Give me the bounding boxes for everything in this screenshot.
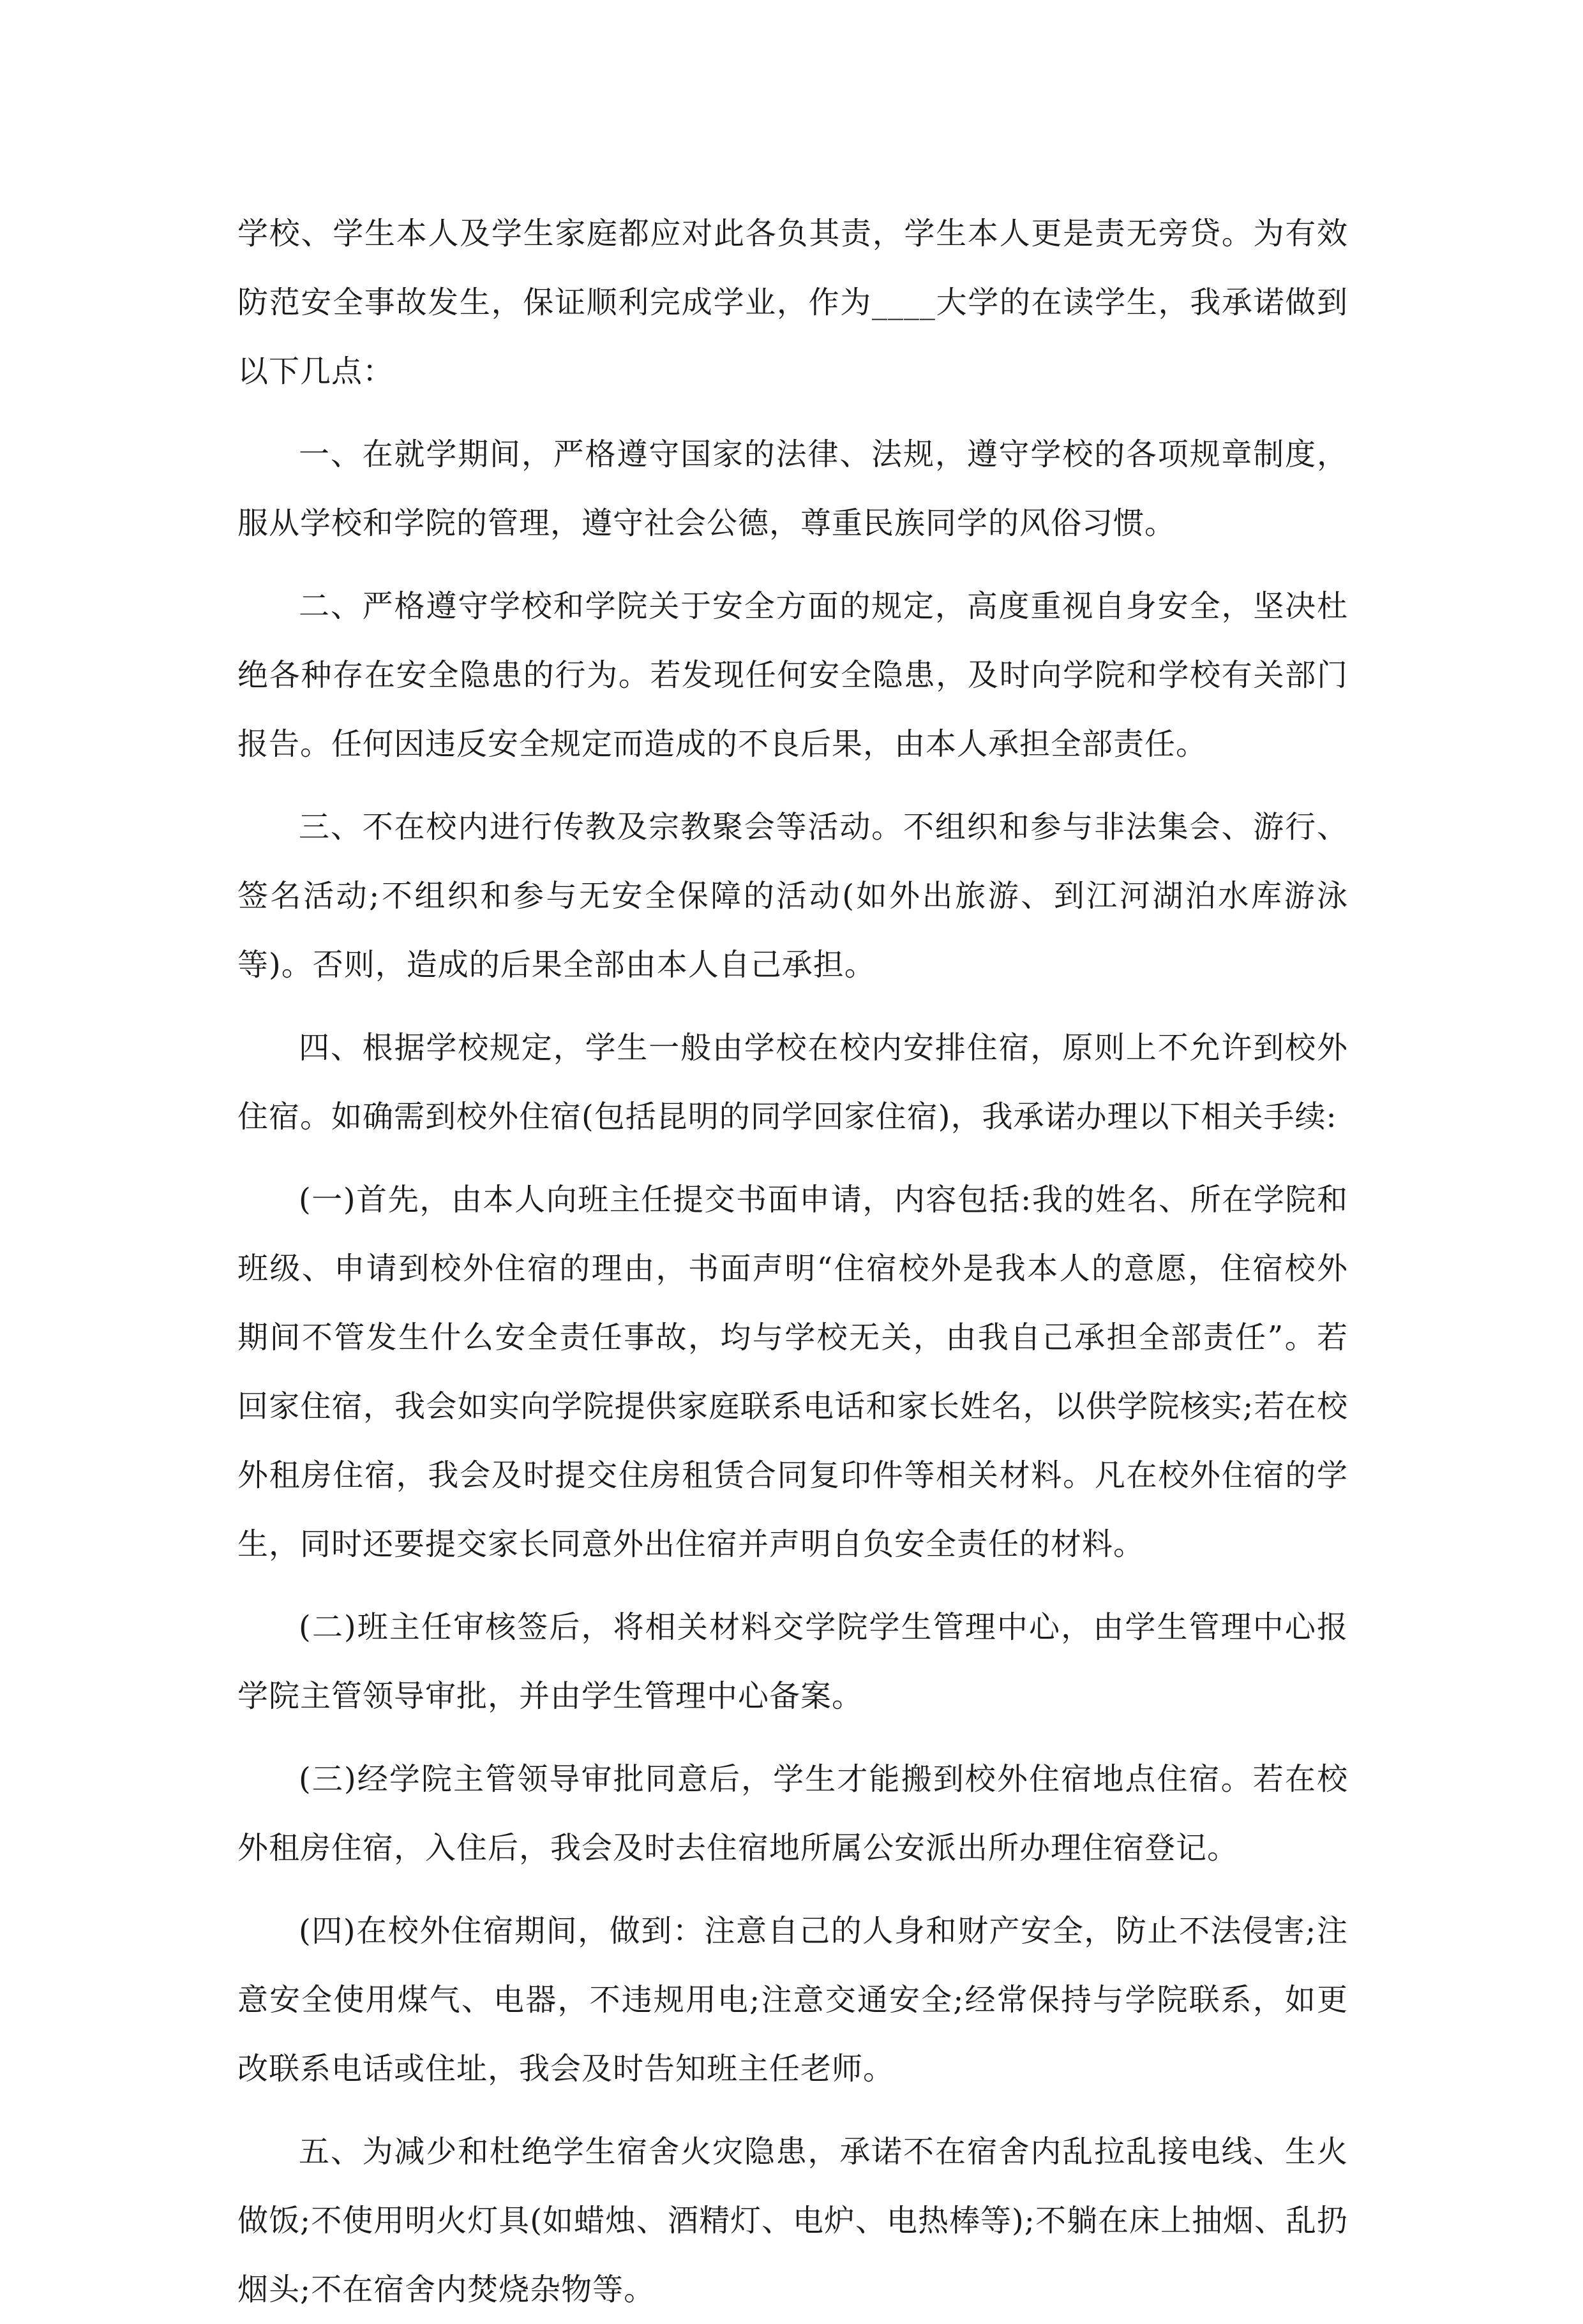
paragraph-item-2: 二、严格遵守学校和学院关于安全方面的规定，高度重视自身安全，坚决杜绝各种存在安全隐患的行为。若发现任何安全隐患，及时向学院和学校有关部门报告。任何因违反安全规定而造成的不良后果，由本人承担全部责任。 [237, 588, 1348, 762]
paragraph-item-1: 一、在就学期间，严格遵守国家的法律、法规，遵守学校的各项规章制度，服从学校和学院的管理，遵守社会公德，尊重民族同学的风俗习惯。 [237, 436, 1348, 541]
paragraph-item-5: 五、为减少和杜绝学生宿舍火灾隐患，承诺不在宿舍内乱拉乱接电线、生火做饭;不使用明火灯具(如蜡烛、酒精灯、电炉、电热棒等);不躺在床上抽烟、乱扔烟头;不在宿舍内焚烧杂物等。 [237, 2134, 1348, 2307]
paragraph-item-4-1: (一)首先，由本人向班主任提交书面申请，内容包括:我的姓名、所在学院和班级、申请到校外住宿的理由，书面声明“住宿校外是我本人的意愿，住宿校外期间不管发生什么安全责任事故，均与学校无关，由我自己承担全部责任”。若回家住宿，我会如实向学院提供家庭联系电话和家长姓名，以供学院核实;若在校外租房住宿，我会及时提交住房租赁合同复印件等相关材料。凡在校外住宿的学生，同时还要提交家长同意外出住宿并声明自负安全责任的材料。 [237, 1182, 1348, 1562]
paragraph-item-3: 三、不在校内进行传教及宗教聚会等活动。不组织和参与非法集会、游行、签名活动;不组织和参与无安全保障的活动(如外出旅游、到江河湖泊水库游泳等)。否则，造成的后果全部由本人自己承担。 [237, 809, 1348, 983]
paragraph-intro: 学校、学生本人及学生家庭都应对此各负其责，学生本人更是责无旁贷。为有效防范安全事故发生，保证顺利完成学业，作为____大学的在读学生，我承诺做到以下几点： [237, 216, 1348, 389]
document-body [237, 199, 1348, 2324]
paragraph-item-4-3: (三)经学院主管领导审批同意后，学生才能搬到校外住宿地点住宿。若在校外租房住宿，入住后，我会及时去住宿地所属公安派出所办理住宿登记。 [237, 1761, 1348, 1866]
paragraph-item-4: 四、根据学校规定，学生一般由学校在校内安排住宿，原则上不允许到校外住宿。如确需到校外住宿(包括昆明的同学回家住宿)，我承诺办理以下相关手续: [237, 1030, 1348, 1135]
paragraph-item-4-4: (四)在校外住宿期间，做到：注意自己的人身和财产安全，防止不法侵害;注意安全使用煤气、电器，不违规用电;注意交通安全;经常保持与学院联系，如更改联系电话或住址，我会及时告知班主任老师。 [237, 1913, 1348, 2087]
paragraph-item-4-2: (二)班主任审核签后，将相关材料交学院学生管理中心，由学生管理中心报学院主管领导审批，并由学生管理中心备案。 [237, 1609, 1348, 1714]
